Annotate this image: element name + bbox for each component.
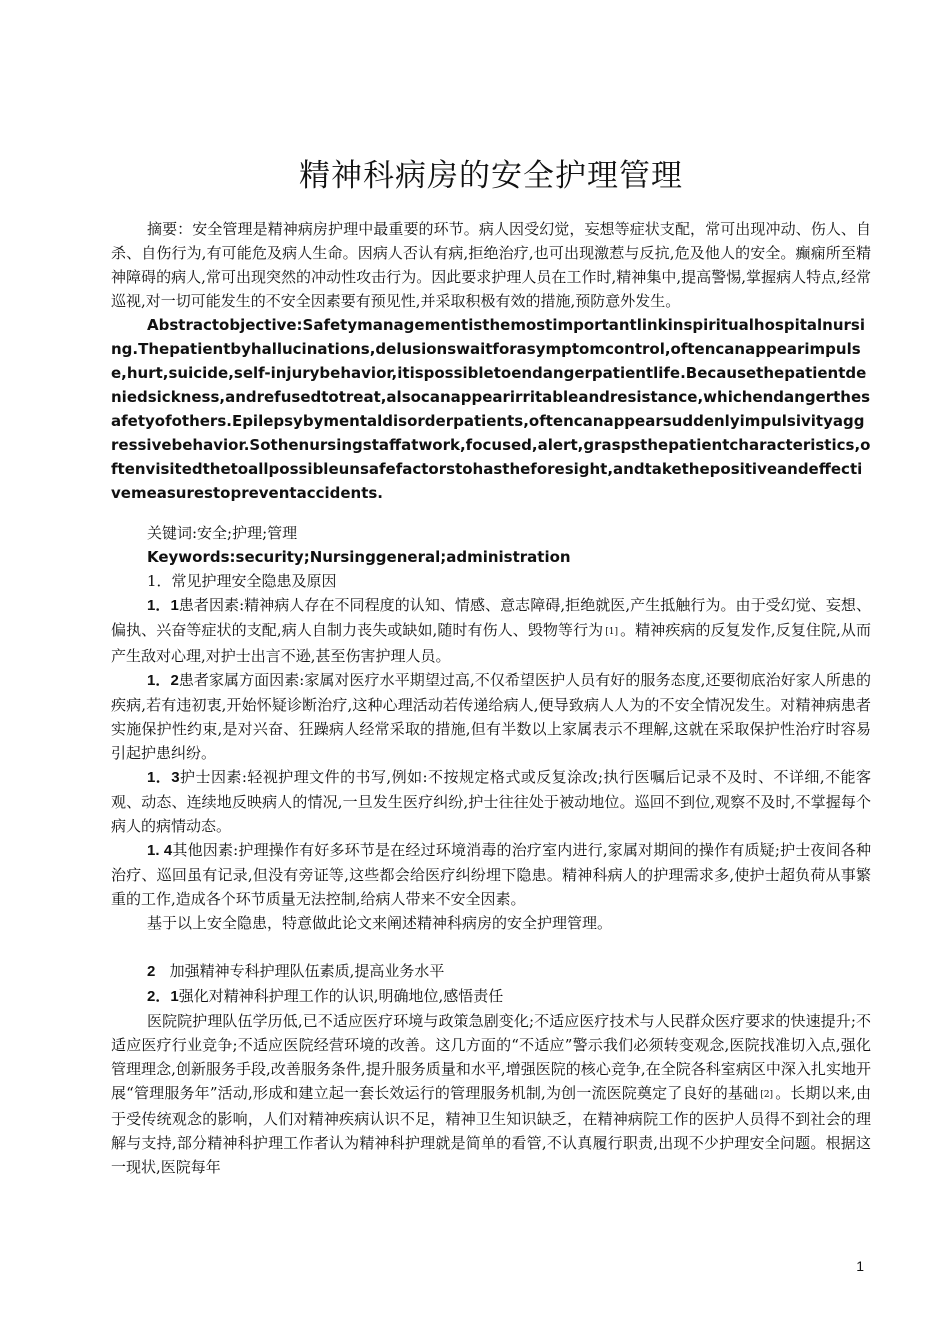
section-2-heading: [111, 959, 871, 984]
section-2-1-heading: [111, 984, 871, 1009]
section-2-1-paragraph: [111, 1009, 871, 1179]
section-1-heading: 1．常见护理安全隐患及原因: [147, 572, 337, 590]
section-2-1-number: 2．1: [147, 988, 179, 1005]
section-1-2-number: 1．2: [147, 672, 179, 689]
section-1-3-number: 1．3: [147, 769, 180, 786]
section-1-1-text-b: 。精神疾病的反复发作,反复住院,从而产生敌对心理,对护士出言不逊,甚至伤害护理人员。: [111, 621, 871, 665]
section-1-3-text: 护士因素:轻视护理文件的书写,例如:不按规定格式或反复涂改;执行医嘱后记录不及时、不详细,不能客观、动态、连续地反映病人的情况,一旦发生医疗纠纷,护士往往处于被动地位。巡回不到位,观察不及时,不掌握每个病人的病情动态。: [111, 768, 872, 835]
section-1-2-paragraph: [111, 668, 871, 765]
abstract-chinese: 摘要：安全管理是精神病房护理中最重要的环节。病人因受幻觉，妄想等症状支配，常可出现冲动、伤人、自杀、自伤行为,有可能危及病人生命。因病人否认有病,拒绝治疗,也可出现激惹与反抗,危及他人的安全。癫痫所至精神障碍的病人,常可出现突然的冲动性攻击行为。因此要求护理人员在工作时,精神集中,提高警惕,掌握病人特点,经常巡视,对一切可能发生的不安全因素要有预见性,并采取积极有效的措施,预防意外发生。: [111, 220, 871, 310]
citation-2: [2]: [760, 1090, 774, 1100]
section-1-4-text: 其他因素:护理操作有好多环节是在经过环境消毒的治疗室内进行,家属对期间的操作有质疑;护士夜间各种治疗、巡回虽有记录,但没有旁证等,这些都会给医疗纠纷埋下隐患。精神科病人的护理需求多,使护士超负荷从事繁重的工作,造成各个环节质量无法控制,给病人带来不安全因素。: [111, 841, 871, 908]
document-body: [111, 150, 871, 1179]
section-2-1-text-b: 。长期以来,由于受传统观念的影响，人们对精神疾病认识不足，精神卫生知识缺乏，在精神病院工作的医护人员得不到社会的理解与支持,部分精神科护理工作者认为精神科护理就是简单的看管,不认真履行职责,出现不少护理安全问题。根据这一现状,医院每年: [111, 1084, 871, 1176]
section-2-1-title: 强化对精神科护理工作的认识,明确地位,感悟责任: [178, 987, 504, 1005]
section-2-1-text-a: 医院院护理队伍学历低,已不适应医疗环境与政策急剧变化;不适应医疗技术与人民群众医疗要求的快速提升;不适应医疗行业竞争;不适应医院经营环境的改善。这几方面的“不适应”警示我们必须转变观念,医院找准切入点,强化管理理念,创新服务手段,改善服务条件,提升服务质量和水平,增强医院的核心竞争,在全院各科室病区中深入扎实地开展“管理服务年”活动,形成和建立起一套长效运行的管理服务机制,为创一流医院奠定了良好的基础: [111, 1012, 871, 1102]
section-1-2-text: 患者家属方面因素:家属对医疗水平期望过高,不仅希望医护人员有好的服务态度,还要彻底治好家人所患的疾病,若有违初衷,开始怀疑诊断治疗,这种心理活动若传递给病人,便导致病人人为的不安全情况发生。对精神病患者实施保护性约束,是对兴奋、狂躁病人经常采取的措施,但有半数以上家属表示不理解,这就在采取保护性治疗时容易引起护患纠纷。: [111, 671, 871, 762]
section-1-4-number: 1. 4: [147, 842, 173, 859]
section-1-4-paragraph: [111, 838, 871, 911]
citation-1: [1]: [605, 627, 619, 637]
keywords-chinese: 关键词:安全;护理;管理: [147, 524, 298, 542]
section-1-1-text-a: 患者因素:精神病人存在不同程度的认知、情感、意志障碍,拒绝就医,产生抵触行为。由于受幻觉、妄想、偏执、兴奋等症状的支配,病人自制力丧失或缺如,随时有伤人、毁物等行为: [111, 596, 871, 639]
keywords-english: Keywords:security;Nursinggeneral;administration: [147, 548, 571, 566]
document-title: 精神科病房的安全护理管理: [299, 158, 683, 194]
abstract-english: Abstractobjective:Safetymanagementisthemostimportantlinkinspiritualhospitalnursing.Thepatientbyhallucinations,delusionswaitforasymptomcontrol,oftencanappearimpulse,hurt,suicide,self-injurybehavior,itispossibletoendangerpatientlife.Becausethepatientdeniedsickness,andrefusedtotreat,alsocanappearirritableandresistance,whichendangerthesafetyofothers.Epilepsybymentaldisorderpatients,oftencanappearsuddenlyimpulsivityaggressivebehavior.Sothenursingstaffatwork,focused,alert,graspsthepatientcharacteristics,oftenvisitedthetoallpossibleunsafefactorstohastheforesight,andtakethepositiveandeffectivemeasurestopreventaccidents.: [111, 316, 871, 502]
section-1-3-paragraph: [111, 765, 871, 838]
section-2-number: 2: [147, 963, 156, 980]
section-1-1-number: 1．1: [147, 597, 179, 614]
section-2-title: 加强精神专科护理队伍素质,提高业务水平: [169, 962, 445, 980]
page-number: 1: [856, 1258, 864, 1274]
section-spacer: [111, 935, 871, 959]
section-1-conclusion: 基于以上安全隐患，特意做此论文来阐述精神科病房的安全护理管理。: [147, 914, 613, 932]
section-1-1-paragraph: [111, 593, 871, 668]
